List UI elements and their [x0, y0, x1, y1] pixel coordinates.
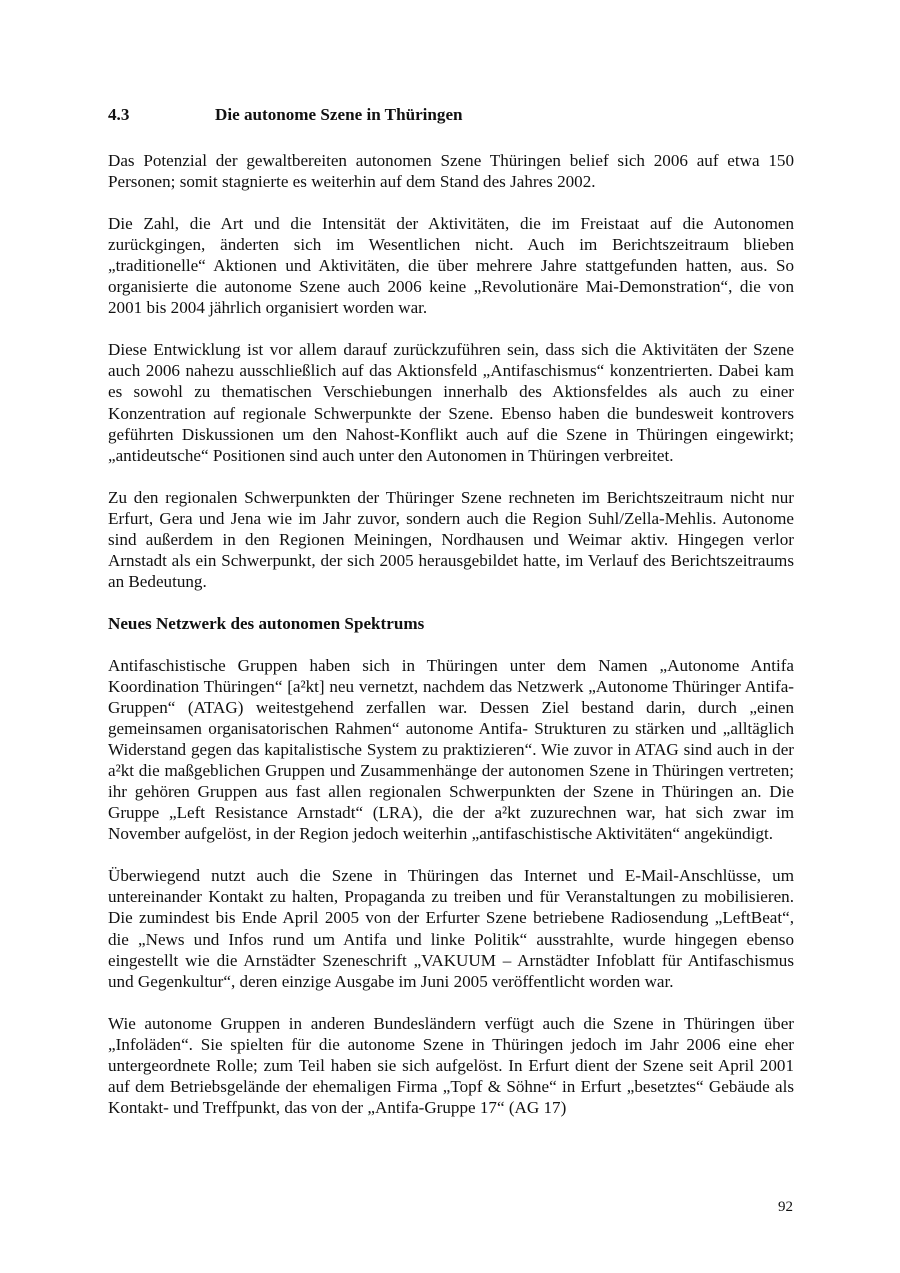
- paragraph: Antifaschistische Gruppen haben sich in Thüringen unter dem Namen „Autonome Antifa Koordination Thüringen“ [a²kt] neu vernetzt, nachdem das Netzwerk „Autonome Thüringer Antifa-Gruppen“ (ATAG) weitestgehend zerfallen war. Dessen Ziel bestand darin, durch „einen gemeinsamen organisatorischen Rahmen“ autonome Antifa- Strukturen zu stärken und „alltäglich Widerstand gegen das kapitalistische System zu praktizieren“. Wie zuvor in ATAG sind auch in der a²kt die maßgeblichen Gruppen und Zusammenhänge der autonomen Szene in Thüringen vertreten; ihr gehören Gruppen aus fast allen regionalen Schwerpunkten der Szene in Thüringen an. Die Gruppe „Left Resistance Arnstadt“ (LRA), die der a²kt zuzurechnen war, hat sich zwar im November aufgelöst, in der Region jedoch weiterhin „antifaschistische Aktivitäten“ angekündigt.: [108, 655, 794, 844]
- page-number: 92: [778, 1199, 793, 1215]
- section-number: 4.3: [108, 105, 130, 124]
- section-title: Die autonome Szene in Thüringen: [215, 105, 463, 124]
- paragraph: Wie autonome Gruppen in anderen Bundesländern verfügt auch die Szene in Thüringen über „Infoläden“. Sie spielten für die autonome Szene in Thüringen jedoch im Jahr 2006 eine eher untergeordnete Rolle; zum Teil haben sie sich aufgelöst. In Erfurt dient der Szene seit April 2001 auf dem Betriebsgelände der ehemaligen Firma „Topf & Söhne“ in Erfurt „besetztes“ Gebäude als Kontakt- und Treffpunkt, das von der „Antifa-Gruppe 17“ (AG 17): [108, 1013, 794, 1117]
- page-content: [108, 104, 794, 1139]
- paragraph: Zu den regionalen Schwerpunkten der Thüringer Szene rechneten im Berichtszeitraum nicht nur Erfurt, Gera und Jena wie im Jahr zuvor, sondern auch die Region Suhl/Zella-Mehlis. Autonome sind außerdem in den Regionen Meiningen, Nordhausen und Weimar aktiv. Hingegen verlor Arnstadt als ein Schwerpunkt, der sich 2005 herausgebildet hatte, im Verlauf des Berichtszeitraums an Bedeutung.: [108, 487, 794, 591]
- paragraph: Die Zahl, die Art und die Intensität der Aktivitäten, die im Freistaat auf die Autonomen zurückgingen, änderten sich im Wesentlichen nicht. Auch im Berichtszeitraum blieben „traditionelle“ Aktionen und Aktivitäten, die über mehrere Jahre stattgefunden hatten, aus. So organisierte die autonome Szene auch 2006 keine „Revolutionäre Mai-Demonstration“, die von 2001 bis 2004 jährlich organisiert worden war.: [108, 214, 794, 318]
- paragraph: Das Potenzial der gewaltbereiten autonomen Szene Thüringen belief sich 2006 auf etwa 150 Personen; somit stagnierte es weiterhin auf dem Stand des Jahres 2002.: [108, 151, 794, 192]
- paragraph: Überwiegend nutzt auch die Szene in Thüringen das Internet und E-Mail-Anschlüsse, um untereinander Kontakt zu halten, Propaganda zu treiben und für Veranstaltungen zu mobilisieren. Die zumindest bis Ende April 2005 von der Erfurter Szene betriebene Radiosendung „LeftBeat“, die „News und Infos rund um Antifa und linke Politik“ ausstrahlte, wurde hingegen ebenso eingestellt wie die Arnstädter Szeneschrift „VAKUUM – Arnstädter Infoblatt für Antifaschismus und Gegenkultur“, deren einzige Ausgabe im Juni 2005 veröffentlicht worden war.: [108, 866, 794, 991]
- paragraph: Diese Entwicklung ist vor allem darauf zurückzuführen sein, dass sich die Aktivitäten der Szene auch 2006 nahezu ausschließlich auf das Aktionsfeld „Antifaschismus“ konzentrierten. Dabei kam es sowohl zu thematischen Verschiebungen innerhalb des Aktionsfeldes als auch zu einer Konzentration auf regionale Schwerpunkte der Szene. Ebenso haben die bundesweit kontrovers geführten Diskussionen um den Nahost-Konflikt auch auf die Szene in Thüringen eingewirkt; „antideutsche“ Positionen sind auch unter den Autonomen in Thüringen verbreitet.: [108, 340, 794, 465]
- section-heading: [108, 104, 794, 125]
- subsection-heading: Neues Netzwerk des autonomen Spektrums: [108, 613, 425, 633]
